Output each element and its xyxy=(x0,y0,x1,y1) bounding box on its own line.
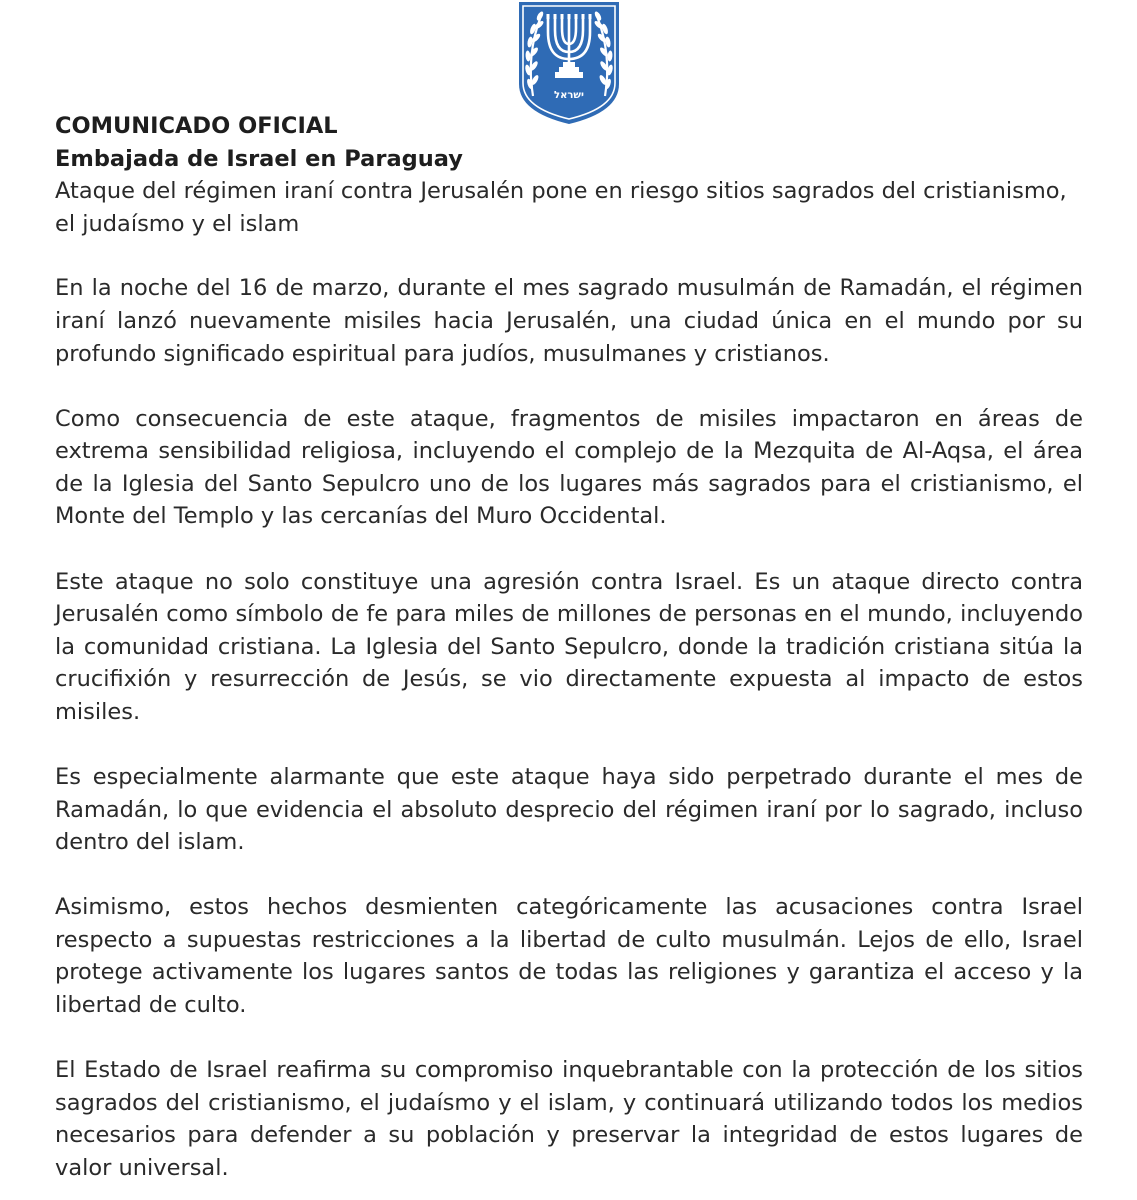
emblem-caption: ישראל xyxy=(554,90,584,101)
paragraph: En la noche del 16 de marzo, durante el mes sagrado musulmán de Ramadán, el régimen iraní lanzó nuevamente misiles hacia Jerusalén, una ciudad única en el mundo por su profundo significado espiritual para judíos, musulmanes y cristianos. xyxy=(55,275,1083,367)
paragraph: Este ataque no solo constituye una agresión contra Israel. Es un ataque directo contra Jerusalén como símbolo de fe para miles de millones de personas en el mundo, incluyendo la comunidad cristiana. La Iglesia del Santo Sepulcro, donde la tradición cristiana sitúa la crucifixión y resurrección de Jesús, se vio directamente expuesta al impacto de estos misiles. xyxy=(55,568,1083,725)
paragraph: Como consecuencia de este ataque, fragmentos de misiles impactaron en áreas de extrema sensibilidad religiosa, incluyendo el complejo de la Mezquita de Al-Aqsa, el área de la Iglesia del Santo Sepulcro uno de los lugares más sagrados para el cristianismo, el Monte del Templo y las cercanías del Muro Occidental. xyxy=(55,405,1083,530)
document-organization: Embajada de Israel en Paraguay xyxy=(55,145,463,172)
document-subtitle: Ataque del régimen iraní contra Jerusalén pone en riesgo sitios sagrados del cristianismo, el judaísmo y el islam xyxy=(55,178,1067,237)
state-of-israel-emblem-icon xyxy=(517,0,621,126)
press-release xyxy=(55,110,1083,1185)
paragraph: Asimismo, estos hechos desmienten categóricamente las acusaciones contra Israel respecto a supuestas restricciones a la libertad de culto musulmán. Lejos de ello, Israel protege activamente los lugares santos de todas las religiones y garantiza el acceso y la libertad de culto. xyxy=(55,894,1083,1019)
paragraph: El Estado de Israel reafirma su compromiso inquebrantable con la protección de los sitios sagrados del cristianismo, el judaísmo y el islam, y continuará utilizando todos los medios necesarios para defender a su población y preservar la integridad de estos lugares de valor universal. xyxy=(55,1057,1083,1181)
document-heading: COMUNICADO OFICIAL xyxy=(55,113,338,139)
paragraph: Es especialmente alarmante que este ataque haya sido perpetrado durante el mes de Ramadán, lo que evidencia el absoluto desprecio del régimen iraní por lo sagrado, incluso dentro del islam. xyxy=(55,764,1083,856)
